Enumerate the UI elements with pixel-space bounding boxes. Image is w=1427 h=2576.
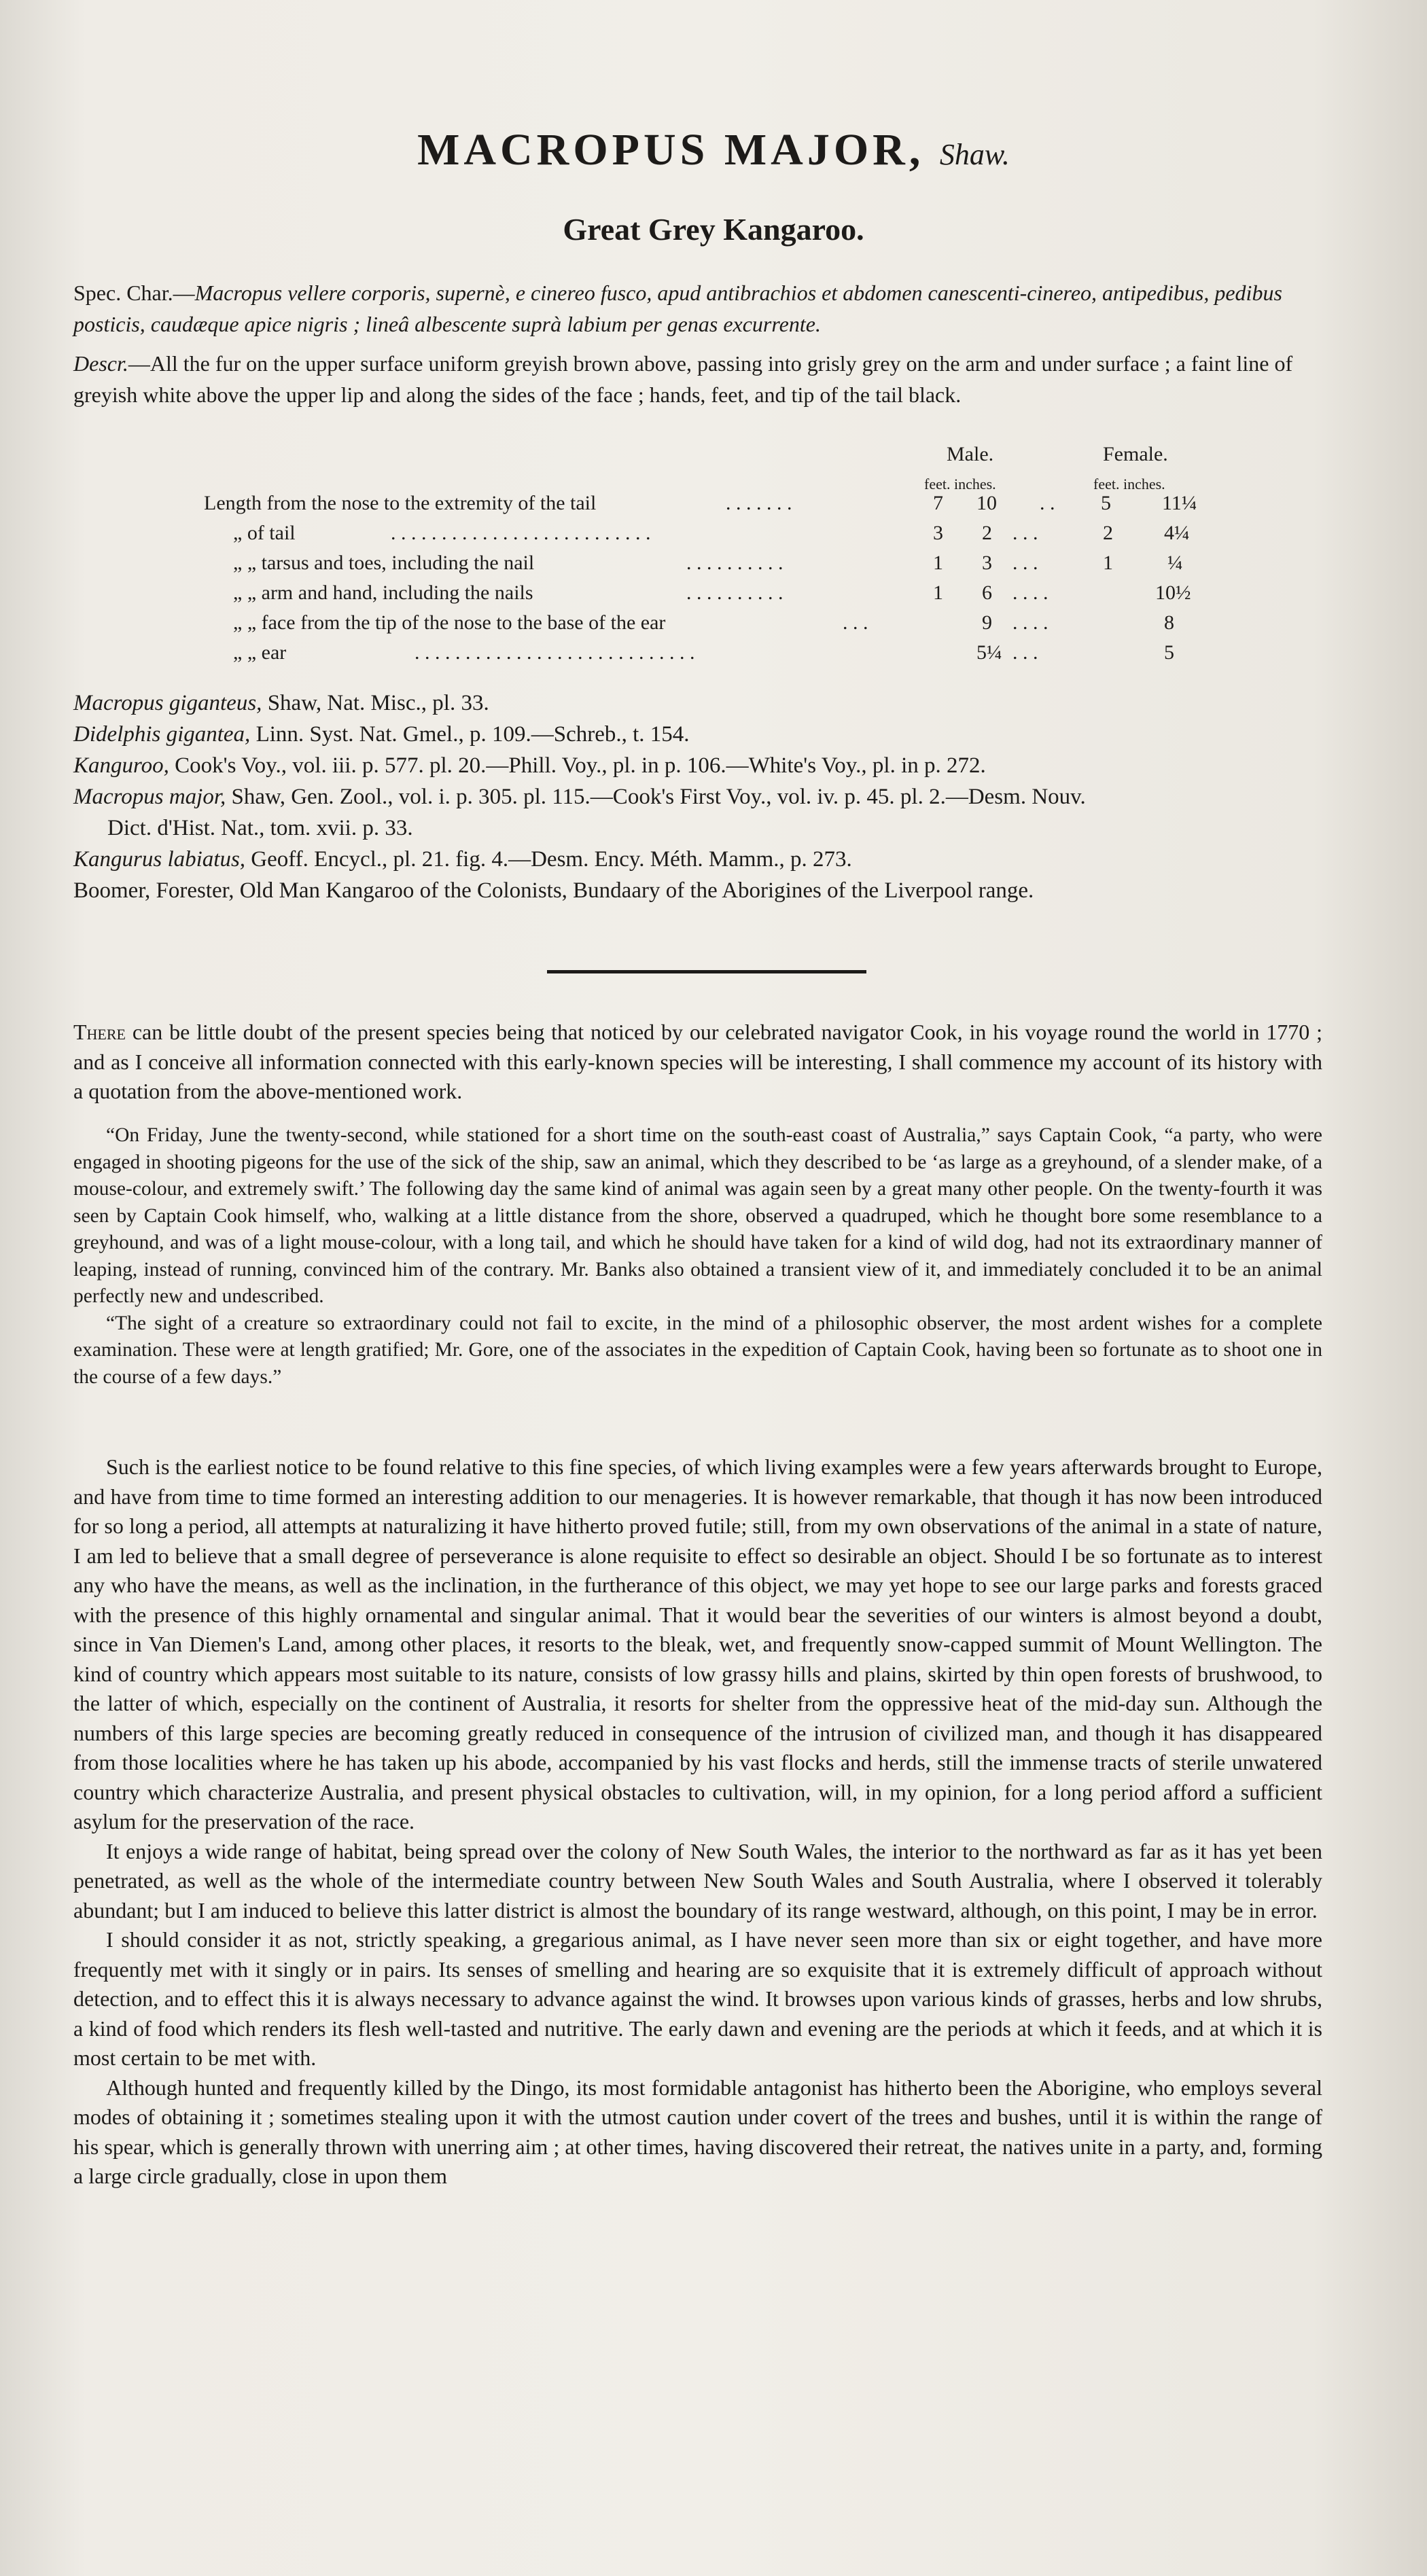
row-label: „ „ face from the tip of the nose to the base of the ear — [233, 611, 666, 634]
synonym-entry — [73, 687, 1317, 719]
body-paragraph: It enjoys a wide range of habitat, being spread over the colony of New South Wales, the interior to the northward as far as it has yet been penetrated, as well as the whole of the intermediate country between New South Wales and South Australia, where I observed it tolerably abundant; but I am induced to believe this latter district is almost the boundary of its range westward, although, on this point, I may be in error. — [73, 1838, 1322, 1922]
measurement-row — [129, 552, 1284, 582]
male-inches: 5¼ — [976, 641, 1002, 664]
spec-text: Macropus vellere corporis, supernè, e cinereo fusco, apud antibrachios et abdomen canescenti-cinereo, antipedibus, pedibus posticis, caudæque apice nigris ; lineâ albescente suprà labium per genas excurrente. — [73, 281, 1282, 336]
synonym-entry — [73, 875, 1317, 906]
cook-quotation — [73, 1122, 1322, 1391]
descr-text: —All the fur on the upper surface uniform greyish brown above, passing into grisly grey on the arm and under surface ; a faint line of greyish white above the upper lip and along the sides of the face ; hands, feet, and tip of the tail black. — [73, 351, 1293, 407]
row-sep: . . . — [1012, 552, 1038, 574]
male-inches: 3 — [982, 552, 992, 574]
title-genus-species: MACROPUS MAJOR, — [417, 125, 925, 175]
row-label: „ of tail — [233, 522, 296, 544]
female-inches: ¼ — [1167, 552, 1183, 574]
synonym-ref: Geoff. Encycl., pl. 21. fig. 4.—Desm. Ency. Méth. Mamm., p. 273. — [245, 847, 852, 872]
synonym-name: Didelphis gigantea, — [73, 722, 251, 747]
synonym-name: Kangurus labiatus, — [73, 847, 246, 872]
synonym-name: Kanguroo, — [73, 753, 169, 778]
male-feet: 3 — [933, 522, 943, 544]
row-sep: . . . — [1012, 522, 1038, 544]
row-dots: . . . . . . . . . . — [686, 552, 783, 574]
synonym-ref: Shaw, Nat. Misc., pl. 33. — [262, 691, 489, 715]
measurement-row — [129, 641, 1284, 671]
male-feet: 1 — [933, 552, 943, 574]
male-inches: 9 — [982, 611, 992, 634]
intro-text: can be little doubt of the present species being that noticed by our celebrated navigator Cook, in his voyage round the world in 1770 ; and as I conceive all information connected with this early-known species will be interesting, I shall commence my account of its history with a quotation from the above-mentioned work. — [73, 1020, 1322, 1103]
page-subtitle: Great Grey Kangaroo. — [563, 212, 864, 247]
synonym-ref: Linn. Syst. Nat. Gmel., p. 109.—Schreb., t. 154. — [250, 722, 690, 747]
row-sep: . . . — [1012, 641, 1038, 664]
female-feet: 2 — [1103, 522, 1113, 544]
row-sep: . . . . — [1012, 611, 1049, 634]
row-dots: . . . . . . . . . . . . . . . . . . . . . . . . . . . . — [415, 641, 695, 664]
male-inches: 2 — [982, 522, 992, 544]
title-author: Shaw. — [939, 138, 1010, 171]
female-feet: 5 — [1101, 492, 1111, 514]
measurement-row — [129, 492, 1284, 522]
female-inches: 5 — [1164, 641, 1174, 664]
description — [73, 348, 1317, 410]
quote-paragraph: “On Friday, June the twenty-second, while stationed for a short time on the south-east coast of Australia,” says Captain Cook, “a party, who were engaged in shooting pigeons for the use of the sick of the ship, saw an animal, which they described to be ‘as large as a greyhound, of a slender make, of a mouse-colour, and extremely swift.’ The following day the same kind of animal was again seen by a great many other people. On the twenty-fourth it was seen by Captain Cook himself, who, walking at a little distance from the shore, observed a quadruped, which he thought bore some resemblance to a greyhound, and was of a light mouse-colour, with a long tail, and which he should have taken for a kind of wild dog, had not its extraordinary manner of leaping, instead of running, convinced him of the contrary. Mr. Banks also obtained a transient view of it, and immediately concluded it to be an animal perfectly new and undescribed. — [73, 1124, 1322, 1307]
synonym-continuation: Dict. d'Hist. Nat., tom. xvii. p. 33. — [107, 816, 413, 840]
page-title — [0, 125, 1427, 175]
row-dots: . . . — [843, 611, 868, 634]
specific-character — [73, 277, 1317, 340]
row-dots: . . . . . . . . . . — [686, 582, 783, 604]
body-paragraph: I should consider it as not, strictly speaking, a gregarious animal, as I have never seen more than six or eight together, and have more frequently met with it singly or in pairs. Its senses of smelling and hearing are so exquisite that it is extremely difficult of approach without detection, and to effect this it is always necessary to advance against the wind. It browses upon various kinds of grasses, herbs and low shrubs, a kind of food which renders its flesh well-tasted and nutritive. The early dawn and evening are the periods at which it feeds, and at which it is most certain to be met with. — [73, 1927, 1322, 2070]
intro-paragraph — [73, 1018, 1322, 1107]
spec-label: Spec. Char.— — [73, 281, 195, 305]
synonym-ref: Shaw, Gen. Zool., vol. i. p. 305. pl. 115.—Cook's First Voy., vol. iv. p. 45. pl. 2.—Desm. Nouv. — [226, 785, 1086, 809]
female-feet: 1 — [1103, 552, 1113, 574]
main-text — [73, 1452, 1322, 2192]
female-inches: 10½ — [1155, 582, 1191, 604]
measurement-row — [129, 611, 1284, 641]
row-label: Length from the nose to the extremity of the tail — [204, 492, 597, 514]
female-inches: 11¼ — [1162, 492, 1197, 514]
female-units: feet. inches. — [1093, 476, 1165, 493]
row-dots: . . . . . . . . . . . . . . . . . . . . . . . . . . — [391, 522, 651, 544]
synonym-name: Macropus major, — [73, 785, 226, 809]
quote-paragraph: “The sight of a creature so extraordinary could not fail to excite, in the mind of a philosophic observer, the most ardent wishes for a complete examination. These were at length gratified; Mr. Gore, one of the associates in the expedition of Captain Cook, having been so fortunate as to shoot one in the course of a few days.” — [73, 1312, 1322, 1388]
body-paragraph: Although hunted and frequently killed by the Dingo, its most formidable antagonist has hitherto been the Aborigine, who employs several modes of obtaining it ; sometimes stealing upon it with the utmost caution under covert of the trees and bushes, until it is within the range of his spear, which is generally thrown with unerring aim ; at other times, having discovered their retreat, the natives unite in a party, and, forming a large circle gradually, close in upon them — [73, 2075, 1322, 2188]
synonym-entry — [73, 844, 1317, 875]
row-sep: . . — [1040, 492, 1055, 514]
male-inches: 6 — [982, 582, 992, 604]
row-dots: . . . . . . . — [726, 492, 792, 514]
row-label: „ „ tarsus and toes, including the nail — [233, 552, 535, 574]
synonym-ref: Boomer, Forester, Old Man Kangaroo of the Colonists, Bundaary of the Aborigines of the Liverpool range. — [73, 878, 1034, 903]
female-inches: 4¼ — [1164, 522, 1190, 544]
descr-label: Descr. — [73, 351, 128, 376]
measurement-row — [129, 522, 1284, 552]
measurement-row — [129, 582, 1284, 611]
row-sep: . . . . — [1012, 582, 1049, 604]
synonym-entry — [73, 781, 1317, 812]
section-divider — [547, 970, 866, 973]
drop-word: There — [73, 1020, 126, 1044]
synonym-entry — [73, 719, 1317, 750]
row-label: „ „ arm and hand, including the nails — [233, 582, 533, 604]
female-inches: 8 — [1164, 611, 1174, 634]
synonym-name: Macropus giganteus, — [73, 691, 262, 715]
male-feet: 7 — [933, 492, 943, 514]
synonymy-list — [73, 687, 1317, 906]
body-paragraph: Such is the earliest notice to be found relative to this fine species, of which living examples were a few years afterwards brought to Europe, and have from time to time formed an interesting addition to our menageries. It is however remarkable, that though it has now been introduced for so long a period, all attempts at naturalizing it have hitherto proved futile; still, from my own observations of the animal in a state of nature, I am led to believe that a small degree of perseverance is alone requisite to effect so desirable an object. Should I be so fortunate as to interest any who have the means, as well as the inclination, in the furtherance of this object, we may yet hope to see our large parks and forests graced with the presence of this highly ornamental and singular animal. That it would bear the severities of our winters is almost beyond a doubt, since in Van Diemen's Land, among other places, it resorts to the bleak, wet, and frequently snow-capped summit of Mount Wellington. The kind of country which appears most suitable to its nature, consists of low grassy hills and plains, skirted by thin open forests of brushwood, to the latter of which, especially on the continent of Australia, it resorts for shelter from the oppressive heat of the mid-day sun. Although the numbers of this large species are becoming greatly reduced in consequence of the intrusion of civilized man, and though it has disappeared from those localities where he has taken up his abode, accompanied by his vast flocks and herds, still the immense tracts of sterile unwatered country which characterize Australia, and present physical obstacles to cultivation, will, in my opinion, for a long period afford a sufficient asylum for the preservation of the race. — [73, 1454, 1322, 1833]
male-units: feet. inches. — [924, 476, 996, 493]
female-header: Female. — [1103, 443, 1168, 465]
row-label: „ „ ear — [233, 641, 287, 664]
synonym-entry — [73, 750, 1317, 781]
male-feet: 1 — [933, 582, 943, 604]
synonym-ref: Cook's Voy., vol. iii. p. 577. pl. 20.—Phill. Voy., pl. in p. 106.—White's Voy., pl. in p. 272. — [169, 753, 986, 778]
male-inches: 10 — [976, 492, 997, 514]
male-header: Male. — [947, 443, 994, 465]
